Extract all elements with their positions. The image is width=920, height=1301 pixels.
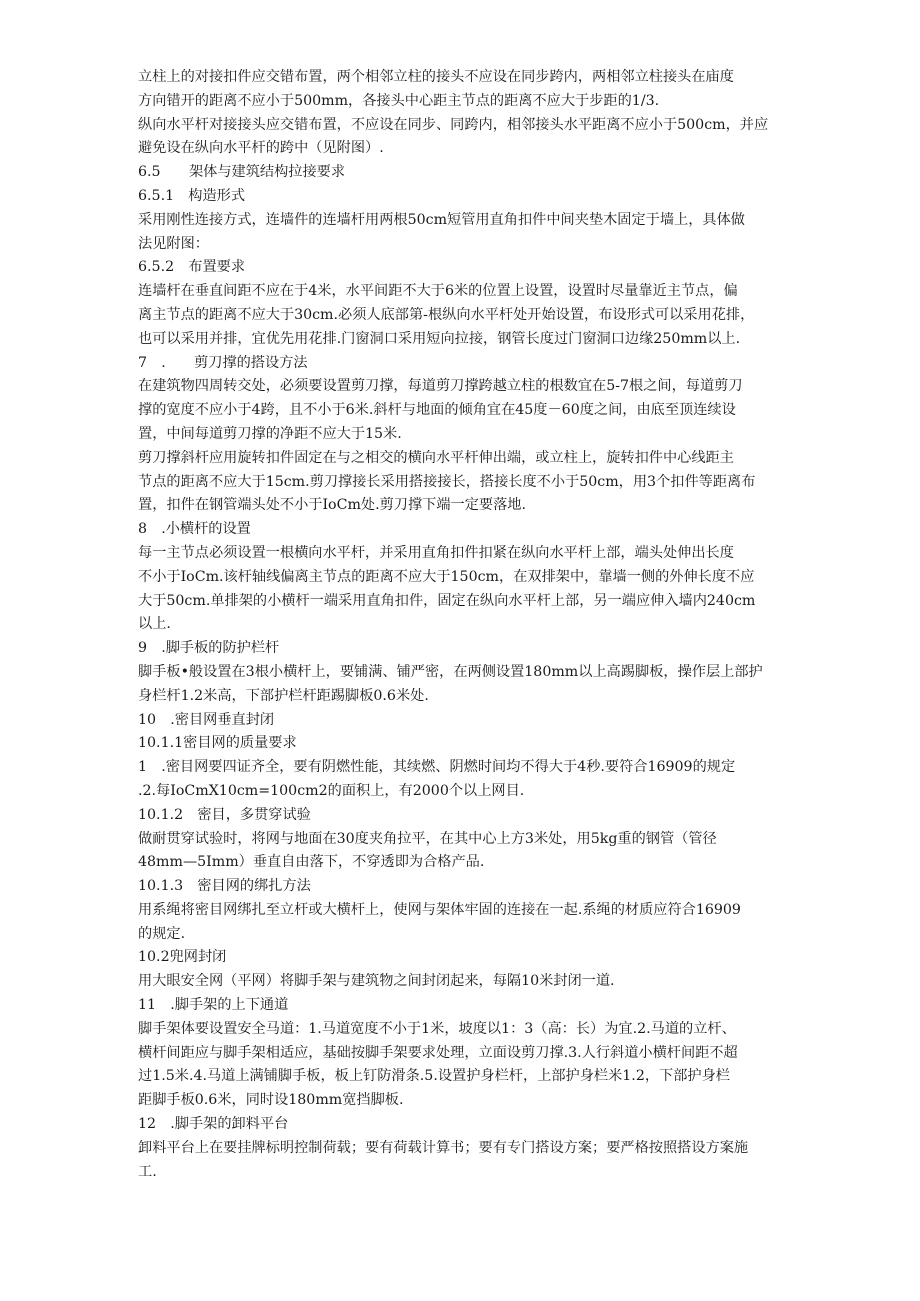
text-line: 做耐贯穿试验时，将网与地面在30度夹角拉平，在其中心上方3米处，用5kg重的钢管（管径 (138, 830, 717, 847)
text-line: 1 .密目网要四证齐全，要有阴燃性能，其续燃、阴燃时间均不得大于4秒.要符合16909的规定 (138, 759, 736, 776)
text-line: 身栏杆1.2米高，下部护栏杆距踢脚板0.6米处. (138, 687, 429, 704)
text-line: 连墙杆在垂直间距不应在于4米，水平间距不大于6米的位置上设置，设置时尽量靠近主节点，偏 (138, 283, 738, 300)
text-line: 过1.5米.4.马道上满铺脚手板，板上钉防滑条.5.设置护身栏杆，上部护身栏米1.2，下部护身栏 (138, 1068, 730, 1085)
section-heading: 10 .密目网垂直封闭 (138, 711, 275, 728)
text-line: 以上. (138, 616, 171, 633)
text-line: 大于50cm.单排架的小横杆一端采用直角扣件，固定在纵向水平杆上部，另一端应伸入墙内240cm (138, 592, 756, 609)
subsection-heading: 10.1.3 密目网的绑扎方法 (138, 878, 311, 895)
text-line: 卸料平台上在要挂牌标明控制荷载；要有荷载计算书；要有专门搭设方案；要严格按照搭设方案施 (138, 1139, 749, 1156)
text-line: 在建筑物四周转交处，必须要设置剪刀撑，每道剪刀撑跨越立柱的根数宜在5-7根之间，每道剪刀 (138, 378, 743, 395)
subsection-heading: 6.5.1 构造形式 (138, 187, 246, 204)
subsection-heading: 10.1.1密目网的质量要求 (138, 735, 297, 752)
text-line: 横杆间距应与脚手架相适应，基础按脚手架要求处理，立面设剪刀撑.3.人行斜道小横杆间距不超 (138, 1044, 738, 1061)
text-line: 不小于IoCm.该杆轴线偏离主节点的距离不应大于150cm，在双排架中，靠墙一侧的外伸长度不应 (138, 568, 755, 585)
text-line: 离主节点的距离不应大于30cm.必须人底部第-根纵向水平杆处开始设置，布设形式可以采用花排， (138, 306, 755, 323)
text-line: 剪刀撑斜杆应用旋转扣件固定在与之相交的横向水平杆伸出端，或立柱上，旋转扣件中心线距主 (138, 449, 734, 466)
text-line: 纵向水平杆对接接头应交错布置，不应设在同步、同跨内，相邻接头水平距离不应小于500cm，并应 (138, 116, 769, 133)
section-heading: 6.5 架体与建筑结构拉接要求 (138, 164, 346, 181)
text-line: 避免设在纵向水平杆的跨中（见附图）. (138, 140, 384, 157)
text-line: 脚手板•般设置在3根小横杆上，要铺满、铺严密，在两侧设置180mm以上高踢脚板，操作层上部护 (138, 663, 763, 680)
document-body (0, 66, 920, 1184)
text-line: 方向错开的距离不应小于500mm，各接头中心距主节点的距离不应大于步距的1/3. (138, 92, 660, 109)
text-line: 也可以采用并排，宜优先用花排.门窗洞口采用短向拉接，钢管长度过门窗洞口边缘250mm以上. (138, 330, 741, 347)
subsection-heading: 10.2兜网封闭 (138, 949, 227, 966)
text-line: 48mm—5Imm）垂直自由落下，不穿透即为合格产品. (138, 854, 485, 871)
text-line: 用系绳将密目网绑扎至立杆或大横杆上，使网与架体牢固的连接在一起.系绳的材质应符合16909 (138, 901, 741, 918)
text-line: 脚手架体要设置安全马道：1.马道宽度不小于1米，坡度以1：3（高：长）为宜.2.马道的立杆、 (138, 1020, 736, 1037)
text-line: .2.每IoCmX10cm=100cm2的面积上，有2000个以上网目. (138, 782, 525, 799)
subsection-heading: 10.1.2 密目，多贯穿试验 (138, 806, 311, 823)
section-heading: 9 .脚手板的防护栏杆 (138, 640, 280, 657)
text-line: 采用刚性连接方式，连墙件的连墙杆用两根50cm短管用直角扣件中间夹垫木固定于墙上，具体做 (138, 211, 745, 228)
text-line: 用大眼安全网（平网）将脚手架与建筑物之间封闭起来，每隔10米封闭一道. (138, 973, 615, 990)
subsection-heading: 6.5.2 布置要求 (138, 259, 246, 276)
text-line: 的规定. (138, 925, 186, 942)
section-heading: 7 . 剪刀撑的搭设方法 (138, 354, 308, 371)
text-line: 置，中间每道剪刀撑的净距不应大于15米. (138, 425, 402, 442)
text-line: 工. (138, 1163, 157, 1180)
text-line: 距脚手板0.6米，同时设180mm宽挡脚板. (138, 1092, 404, 1109)
section-heading: 8 .小横杆的设置 (138, 521, 251, 538)
section-heading: 11 .脚手架的上下通道 (138, 997, 289, 1014)
text-line: 立柱上的对接扣件应交错布置，两个相邻立柱的接头不应设在同步跨内，两相邻立柱接头在庙度 (138, 69, 734, 85)
text-line: 节点的距离不应大于15cm.剪刀撑接长采用搭接接长，搭接长度不小于50cm，用3个扣件等距离布 (138, 473, 756, 490)
section-heading: 12 .脚手架的卸料平台 (138, 1116, 289, 1133)
text-line: 撑的宽度不应小于4跨，且不小于6米.斜杆与地面的倾角宜在45度－60度之间，由底至顶连续设 (138, 402, 736, 419)
text-line: 每一主节点必须设置一根横向水平杆，并采用直角扣件扣紧在纵向水平杆上部，端头处伸出长度 (138, 544, 734, 561)
text-line: 法见附图： (138, 235, 209, 252)
text-line: 置，扣件在钢管端头处不小于IoCm处.剪刀撑下端一定要落地. (138, 497, 526, 514)
